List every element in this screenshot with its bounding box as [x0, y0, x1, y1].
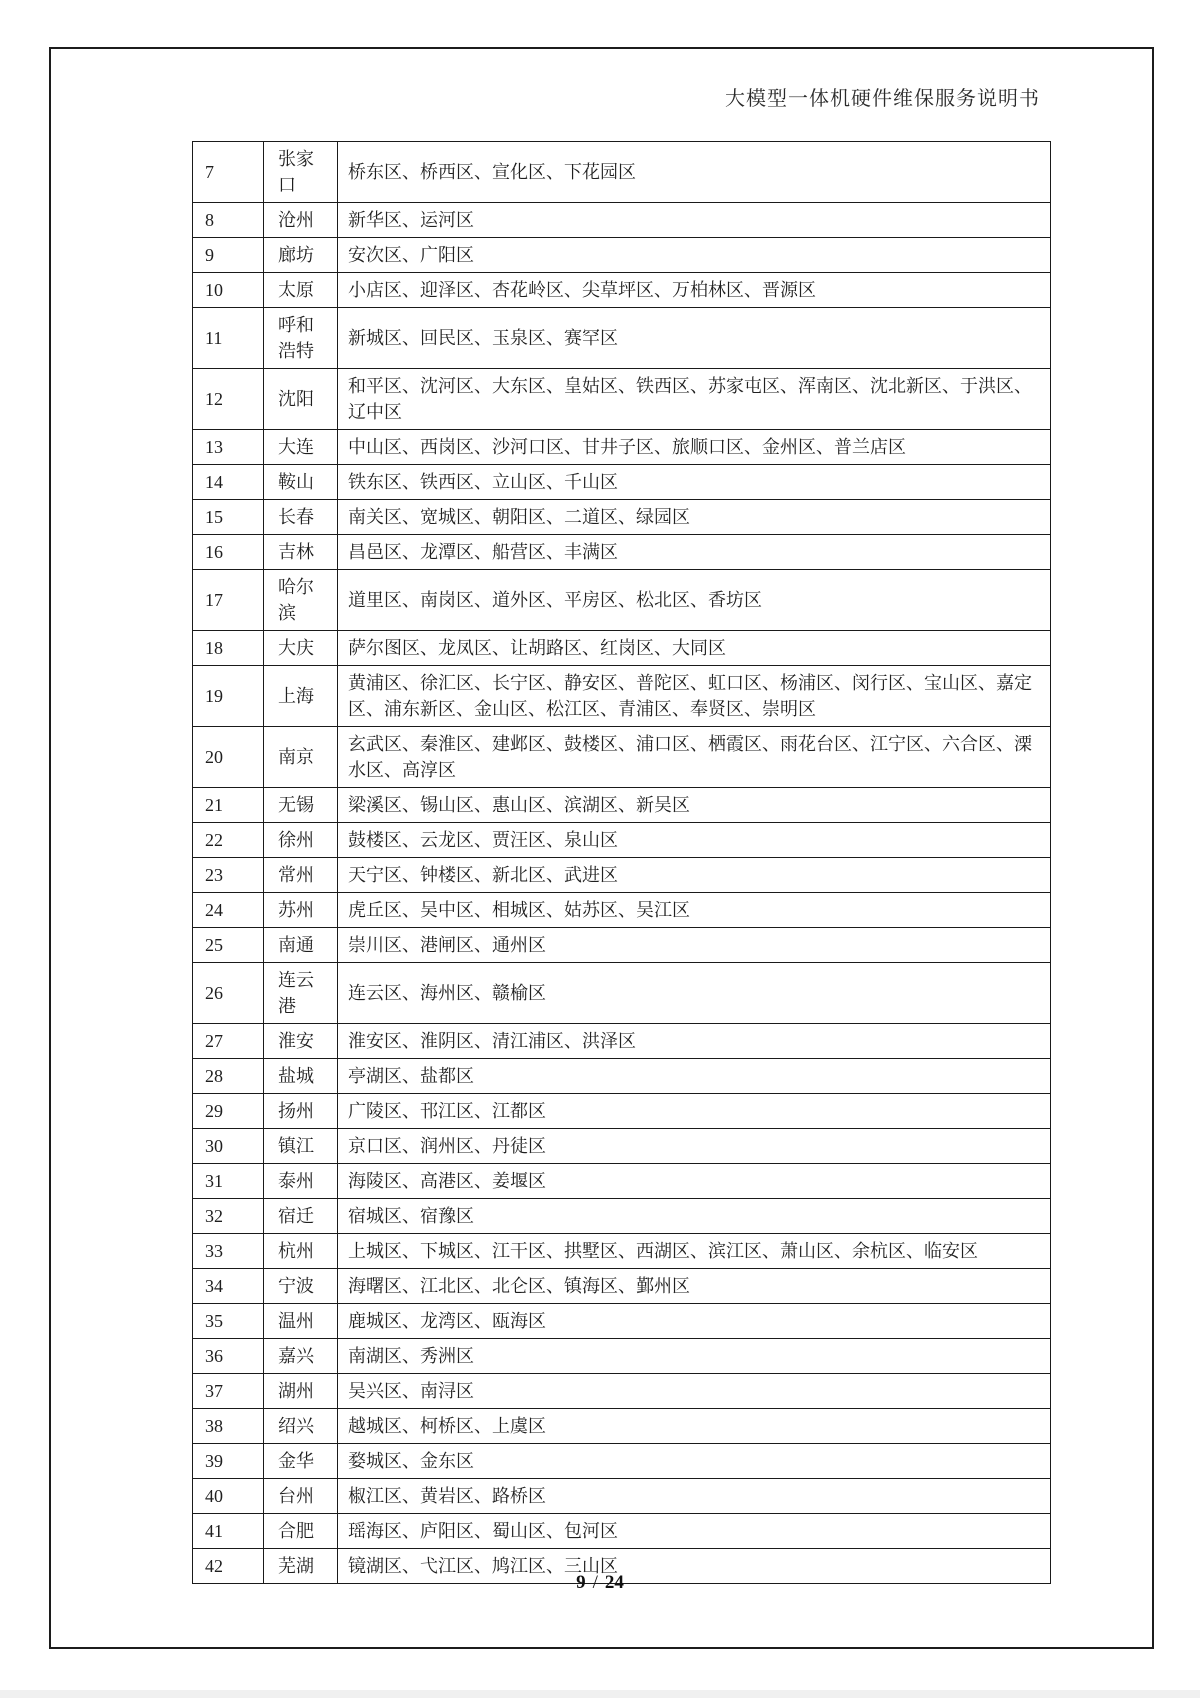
row-districts: 鼓楼区、云龙区、贾汪区、泉山区	[338, 823, 1051, 858]
row-districts: 婺城区、金东区	[338, 1444, 1051, 1479]
table-row	[193, 823, 1051, 858]
page-number-current: 9	[576, 1572, 586, 1593]
row-districts: 淮安区、淮阴区、清江浦区、洪泽区	[338, 1024, 1051, 1059]
table-row	[193, 1269, 1051, 1304]
row-number: 33	[193, 1234, 264, 1269]
row-number: 23	[193, 858, 264, 893]
row-districts: 瑶海区、庐阳区、蜀山区、包河区	[338, 1514, 1051, 1549]
table-row	[193, 238, 1051, 273]
row-number: 25	[193, 928, 264, 963]
row-city: 宁波	[264, 1269, 338, 1304]
row-number: 21	[193, 788, 264, 823]
row-number: 27	[193, 1024, 264, 1059]
row-city: 镇江	[264, 1129, 338, 1164]
table-row	[193, 1129, 1051, 1164]
row-districts: 萨尔图区、龙凤区、让胡路区、红岗区、大同区	[338, 631, 1051, 666]
row-city: 吉林	[264, 535, 338, 570]
row-city: 泰州	[264, 1164, 338, 1199]
row-districts: 上城区、下城区、江干区、拱墅区、西湖区、滨江区、萧山区、余杭区、临安区	[338, 1234, 1051, 1269]
page-number	[0, 1572, 1200, 1594]
table-row	[193, 858, 1051, 893]
row-city: 杭州	[264, 1234, 338, 1269]
table-row	[193, 1199, 1051, 1234]
row-districts: 椒江区、黄岩区、路桥区	[338, 1479, 1051, 1514]
row-city: 鞍山	[264, 465, 338, 500]
table-row	[193, 928, 1051, 963]
row-number: 16	[193, 535, 264, 570]
row-city: 无锡	[264, 788, 338, 823]
document-header-title: 大模型一体机硬件维保服务说明书	[725, 88, 1040, 110]
row-city: 大庆	[264, 631, 338, 666]
table-row	[193, 963, 1051, 1024]
row-number: 31	[193, 1164, 264, 1199]
row-city: 徐州	[264, 823, 338, 858]
row-districts: 玄武区、秦淮区、建邺区、鼓楼区、浦口区、栖霞区、雨花台区、江宁区、六合区、溧水区、高淳区	[338, 727, 1051, 788]
row-city: 扬州	[264, 1094, 338, 1129]
table-row	[193, 631, 1051, 666]
table-row	[193, 1339, 1051, 1374]
table-row	[193, 1374, 1051, 1409]
table-row	[193, 535, 1051, 570]
row-districts: 广陵区、邗江区、江都区	[338, 1094, 1051, 1129]
table-row	[193, 666, 1051, 727]
row-number: 30	[193, 1129, 264, 1164]
row-city: 湖州	[264, 1374, 338, 1409]
table-row	[193, 308, 1051, 369]
table-row	[193, 142, 1051, 203]
row-districts: 吴兴区、南浔区	[338, 1374, 1051, 1409]
row-number: 29	[193, 1094, 264, 1129]
table-row	[193, 430, 1051, 465]
row-number: 41	[193, 1514, 264, 1549]
row-number: 32	[193, 1199, 264, 1234]
table-row	[193, 1514, 1051, 1549]
page-number-separator: /	[592, 1572, 598, 1593]
table-row	[193, 1024, 1051, 1059]
row-districts: 京口区、润州区、丹徒区	[338, 1129, 1051, 1164]
row-number: 19	[193, 666, 264, 727]
row-city: 温州	[264, 1304, 338, 1339]
row-number: 18	[193, 631, 264, 666]
row-districts: 新城区、回民区、玉泉区、赛罕区	[338, 308, 1051, 369]
table-row	[193, 1094, 1051, 1129]
row-number: 17	[193, 570, 264, 631]
row-number: 8	[193, 203, 264, 238]
table-row	[193, 500, 1051, 535]
table-row	[193, 893, 1051, 928]
table-row	[193, 788, 1051, 823]
row-city: 沧州	[264, 203, 338, 238]
row-districts: 海陵区、高港区、姜堰区	[338, 1164, 1051, 1199]
row-number: 20	[193, 727, 264, 788]
table-row	[193, 203, 1051, 238]
table-row	[193, 1304, 1051, 1339]
table-row	[193, 1234, 1051, 1269]
row-city: 宿迁	[264, 1199, 338, 1234]
row-districts: 虎丘区、吴中区、相城区、姑苏区、吴江区	[338, 893, 1051, 928]
row-districts: 天宁区、钟楼区、新北区、武进区	[338, 858, 1051, 893]
city-districts-table	[192, 141, 1051, 1584]
row-number: 34	[193, 1269, 264, 1304]
row-number: 39	[193, 1444, 264, 1479]
row-number: 38	[193, 1409, 264, 1444]
row-number: 35	[193, 1304, 264, 1339]
row-number: 12	[193, 369, 264, 430]
row-number: 14	[193, 465, 264, 500]
table-body	[193, 142, 1051, 1584]
row-districts: 亭湖区、盐都区	[338, 1059, 1051, 1094]
row-city: 沈阳	[264, 369, 338, 430]
row-city: 南通	[264, 928, 338, 963]
row-city: 南京	[264, 727, 338, 788]
table-row	[193, 727, 1051, 788]
row-city: 大连	[264, 430, 338, 465]
row-number: 26	[193, 963, 264, 1024]
row-number: 42	[193, 1549, 264, 1584]
row-city: 嘉兴	[264, 1339, 338, 1374]
row-districts: 梁溪区、锡山区、惠山区、滨湖区、新吴区	[338, 788, 1051, 823]
row-districts: 南湖区、秀洲区	[338, 1339, 1051, 1374]
row-districts: 镜湖区、弋江区、鸠江区、三山区	[338, 1549, 1051, 1584]
row-number: 15	[193, 500, 264, 535]
row-districts: 崇川区、港闸区、通州区	[338, 928, 1051, 963]
page-number-total: 24	[604, 1572, 624, 1593]
table-row	[193, 1409, 1051, 1444]
table-row	[193, 273, 1051, 308]
row-districts: 桥东区、桥西区、宣化区、下花园区	[338, 142, 1051, 203]
row-districts: 黄浦区、徐汇区、长宁区、静安区、普陀区、虹口区、杨浦区、闵行区、宝山区、嘉定区、浦东新区、金山区、松江区、青浦区、奉贤区、崇明区	[338, 666, 1051, 727]
row-city: 芜湖	[264, 1549, 338, 1584]
row-city: 呼和浩特	[264, 308, 338, 369]
row-city: 张家口	[264, 142, 338, 203]
row-districts: 连云区、海州区、赣榆区	[338, 963, 1051, 1024]
table-row	[193, 1479, 1051, 1514]
row-city: 上海	[264, 666, 338, 727]
row-districts: 海曙区、江北区、北仑区、镇海区、鄞州区	[338, 1269, 1051, 1304]
row-number: 10	[193, 273, 264, 308]
row-districts: 安次区、广阳区	[338, 238, 1051, 273]
row-city: 绍兴	[264, 1409, 338, 1444]
row-city: 太原	[264, 273, 338, 308]
table-row	[193, 1059, 1051, 1094]
table-row	[193, 369, 1051, 430]
row-number: 36	[193, 1339, 264, 1374]
table-row	[193, 1164, 1051, 1199]
row-districts: 昌邑区、龙潭区、船营区、丰满区	[338, 535, 1051, 570]
row-number: 11	[193, 308, 264, 369]
row-districts: 鹿城区、龙湾区、瓯海区	[338, 1304, 1051, 1339]
row-city: 金华	[264, 1444, 338, 1479]
table-row	[193, 570, 1051, 631]
row-city: 长春	[264, 500, 338, 535]
row-number: 28	[193, 1059, 264, 1094]
row-number: 40	[193, 1479, 264, 1514]
row-city: 常州	[264, 858, 338, 893]
row-districts: 南关区、宽城区、朝阳区、二道区、绿园区	[338, 500, 1051, 535]
row-number: 37	[193, 1374, 264, 1409]
row-number: 9	[193, 238, 264, 273]
row-city: 合肥	[264, 1514, 338, 1549]
row-number: 7	[193, 142, 264, 203]
row-city: 哈尔滨	[264, 570, 338, 631]
row-districts: 铁东区、铁西区、立山区、千山区	[338, 465, 1051, 500]
row-city: 苏州	[264, 893, 338, 928]
row-districts: 和平区、沈河区、大东区、皇姑区、铁西区、苏家屯区、浑南区、沈北新区、于洪区、辽中区	[338, 369, 1051, 430]
row-city: 连云港	[264, 963, 338, 1024]
row-districts: 越城区、柯桥区、上虞区	[338, 1409, 1051, 1444]
row-number: 24	[193, 893, 264, 928]
row-number: 22	[193, 823, 264, 858]
row-city: 台州	[264, 1479, 338, 1514]
page-edge-shadow	[0, 1690, 1200, 1698]
table-row	[193, 1444, 1051, 1479]
row-city: 盐城	[264, 1059, 338, 1094]
row-districts: 小店区、迎泽区、杏花岭区、尖草坪区、万柏林区、晋源区	[338, 273, 1051, 308]
row-districts: 新华区、运河区	[338, 203, 1051, 238]
table-row	[193, 465, 1051, 500]
row-districts: 宿城区、宿豫区	[338, 1199, 1051, 1234]
row-districts: 中山区、西岗区、沙河口区、甘井子区、旅顺口区、金州区、普兰店区	[338, 430, 1051, 465]
row-number: 13	[193, 430, 264, 465]
row-districts: 道里区、南岗区、道外区、平房区、松北区、香坊区	[338, 570, 1051, 631]
row-city: 廊坊	[264, 238, 338, 273]
row-city: 淮安	[264, 1024, 338, 1059]
